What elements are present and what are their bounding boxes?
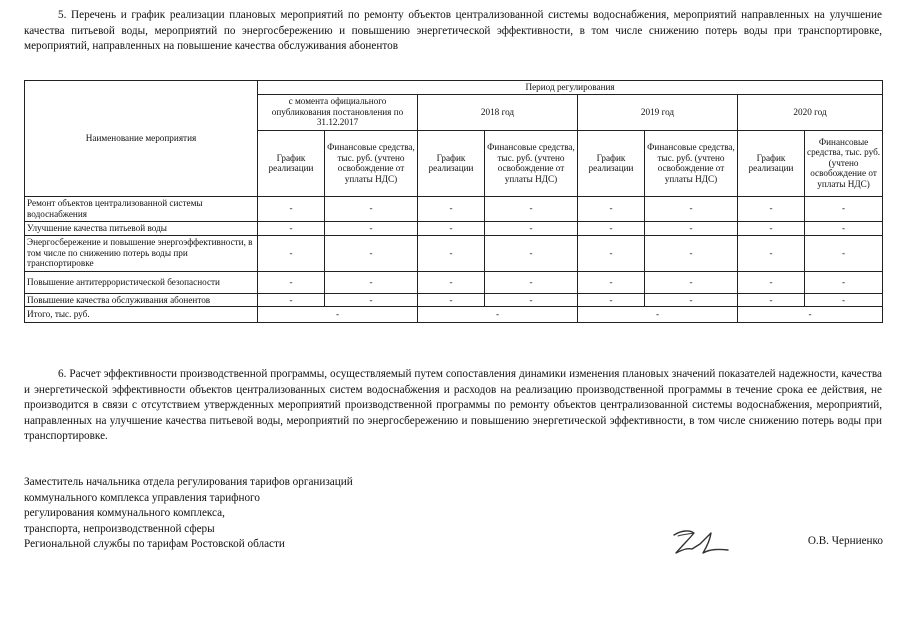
signer-name: О.В. Черниенко	[807, 535, 883, 547]
table-header-row	[25, 81, 883, 95]
col-schedule: График реализации	[258, 130, 325, 196]
period-2019: 2019 год	[578, 94, 738, 130]
position-line: коммунального комплекса управления тарифного	[24, 491, 260, 504]
total-cell: -	[738, 307, 883, 323]
col-schedule: График реализации	[578, 130, 645, 196]
position-line: регулирования коммунального комплекса,	[24, 507, 225, 520]
total-cell: -	[578, 307, 738, 323]
table-cell: -	[418, 221, 485, 235]
table-cell: -	[738, 196, 805, 221]
total-cell: -	[418, 307, 578, 323]
position-line: Региональной службы по тарифам Ростовской области	[24, 538, 285, 551]
table-cell: -	[418, 271, 485, 293]
table-row	[25, 221, 883, 235]
table-cell: -	[258, 196, 325, 221]
section-6-paragraph	[24, 367, 882, 445]
table-cell: -	[485, 235, 578, 271]
table-cell: -	[645, 196, 738, 221]
table-cell: -	[578, 196, 645, 221]
activity-name: Повышение качества обслуживания абонентов	[25, 293, 258, 307]
section-6-text: 6. Расчет эффективности производственной программы, осуществляемый путем сопоставления динамики изменения плановых значений показателей надежности, качества и энергетической эффективности объектов централизованных систем водоснабжения и расходов на реализацию производственной программы в течение срока ее действия, не производится в связи с отсутствием утвержденных мероприятий производственной программы по ремонту объектов централизованной системы водоснабжения, мероприятий, направленных на улучшение качества питьевой воды, мероприятий по энергосбережению и повышению энергетической эффективности, в том числе снижению потерь воды при транспортировке.	[24, 368, 882, 443]
table-cell: -	[645, 221, 738, 235]
total-row	[25, 307, 883, 323]
table-row	[25, 235, 883, 271]
position-line: транспорта, непроизводственной сферы	[24, 522, 215, 535]
period-2018: 2018 год	[418, 94, 578, 130]
table-cell: -	[485, 221, 578, 235]
table-cell: -	[258, 221, 325, 235]
table-cell: -	[645, 293, 738, 307]
section-5-text: 5. Перечень и график реализации плановых мероприятий по ремонту объектов централизованной системы водоснабжения, мероприятий направленных на улучшение качества питьевой воды, мероприятий по энергосбережению и повышению энергетической эффективности, в том числе снижению потерь воды при транспортировке, мероприятий, направленных на повышение качества обслуживания абонентов	[24, 9, 882, 53]
table-cell: -	[805, 235, 883, 271]
col-finance: Финансовые средства, тыс. руб. (учтено освобождение от уплаты НДС)	[325, 130, 418, 196]
table-cell: -	[645, 271, 738, 293]
table-cell: -	[258, 235, 325, 271]
table-cell: -	[578, 271, 645, 293]
activity-name: Улучшение качества питьевой воды	[25, 221, 258, 235]
table-cell: -	[578, 235, 645, 271]
col-schedule: График реализации	[738, 130, 805, 196]
table-cell: -	[738, 271, 805, 293]
activity-name-header: Наименование мероприятия	[25, 81, 258, 197]
table-cell: -	[485, 196, 578, 221]
table-cell: -	[325, 293, 418, 307]
table-cell: -	[738, 293, 805, 307]
table-cell: -	[578, 293, 645, 307]
col-finance: Финансовые средства, тыс. руб. (учтено освобождение от уплаты НДС)	[485, 130, 578, 196]
table-cell: -	[805, 221, 883, 235]
table-row	[25, 293, 883, 307]
table-cell: -	[418, 196, 485, 221]
table-cell: -	[325, 221, 418, 235]
table-cell: -	[738, 221, 805, 235]
table-cell: -	[485, 293, 578, 307]
activity-name: Ремонт объектов централизованной системы водоснабжения	[25, 196, 258, 221]
table-cell: -	[805, 271, 883, 293]
table-row	[25, 271, 883, 293]
section-5-paragraph	[24, 8, 882, 55]
table-cell: -	[325, 196, 418, 221]
total-cell: -	[258, 307, 418, 323]
table-cell: -	[418, 293, 485, 307]
activities-table	[24, 80, 883, 323]
period-2017: с момента официального опубликования постановления по 31.12.2017	[258, 94, 418, 130]
table-row	[25, 196, 883, 221]
table-cell: -	[258, 293, 325, 307]
handwritten-signature	[670, 522, 732, 560]
table-cell: -	[738, 235, 805, 271]
table-cell: -	[418, 235, 485, 271]
table-cell: -	[578, 221, 645, 235]
signer-position	[24, 475, 353, 553]
table-cell: -	[645, 235, 738, 271]
period-header: Период регулирования	[258, 81, 883, 95]
table-cell: -	[805, 293, 883, 307]
table-cell: -	[805, 196, 883, 221]
table-cell: -	[258, 271, 325, 293]
table-cell: -	[485, 271, 578, 293]
activity-name: Повышение антитеррористической безопасности	[25, 271, 258, 293]
total-label: Итого, тыс. руб.	[25, 307, 258, 323]
table-cell: -	[325, 271, 418, 293]
period-2020: 2020 год	[738, 94, 883, 130]
activity-name: Энергосбережение и повышение энергоэффективности, в том числе по снижению потерь воды при транспортировке	[25, 235, 258, 271]
col-finance: Финансовые средства, тыс. руб. (учтено освобождение от уплаты НДС)	[645, 130, 738, 196]
col-finance: Финансовые средства, тыс. руб. (учтено освобождение от уплаты НДС)	[805, 130, 883, 196]
position-line: Заместитель начальника отдела регулирования тарифов организаций	[24, 476, 353, 488]
table-cell: -	[325, 235, 418, 271]
col-schedule: График реализации	[418, 130, 485, 196]
